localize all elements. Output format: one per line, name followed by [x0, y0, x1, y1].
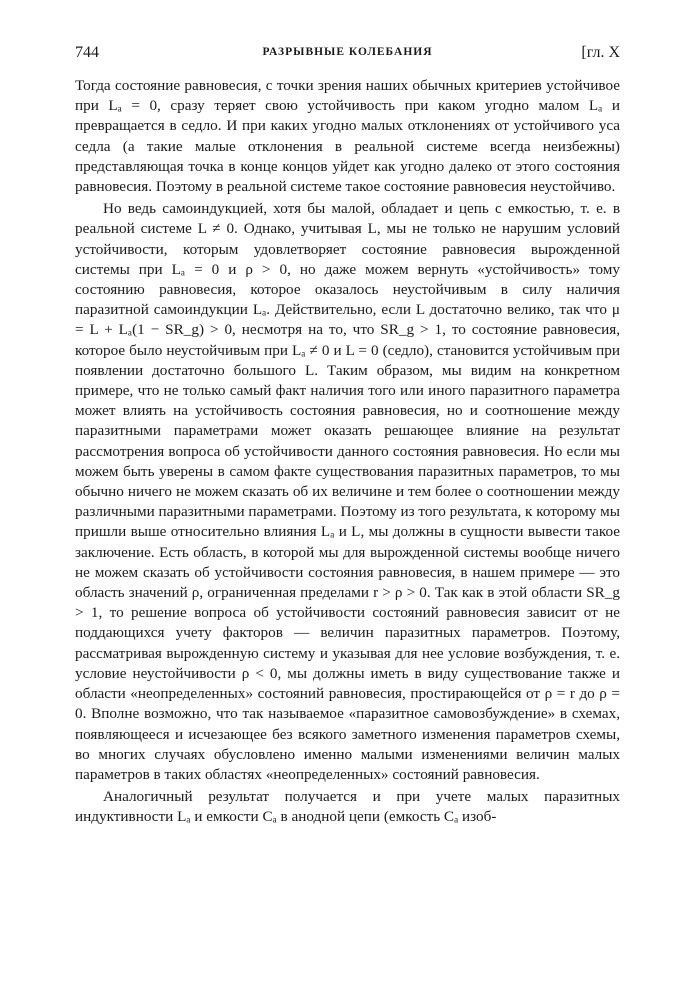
- chapter-reference: [гл. X: [581, 44, 620, 61]
- paragraph-3: Аналогичный результат получается и при учете малых паразитных индуктивности Lₐ и емкости Cₐ в анодной цепи (емкость Cₐ изоб-: [75, 788, 620, 826]
- running-title: РАЗРЫВНЫЕ КОЛЕБАНИЯ: [262, 46, 433, 58]
- paragraph-1: Тогда состояние равновесия, с точки зрения наших обычных критериев устойчивое при Lₐ = 0, сразу теряет свою устойчивость при каком угодно малом Lₐ и превращается в седло. И при каких угодно малых отклонениях от устойчивого уса седла (а такие малые отклонения в реальной системе всегда неизбежны) представляющая точка в конце концов уйдет как угодно далеко от этого состояния равновесия. Поэтому в реальной системе такое состояние равновесия неустойчиво.: [75, 77, 620, 196]
- page-number: 744: [75, 44, 99, 61]
- body-text: [75, 76, 620, 828]
- paragraph-2: Но ведь самоиндукцией, хотя бы малой, обладает и цепь с емкостью, т. е. в реальной системе L ≠ 0. Однако, учитывая L, мы не только не нарушим условий устойчивости, которым удовлетворяет состояние равновесия вырожденной системы при Lₐ = 0 и ρ > 0, но даже можем вернуть «устойчивость» тому состоянию равновесия, которое оказалось неустойчивым в силу наличия паразитной самоиндукции Lₐ. Действительно, если L достаточно велико, так что μ = L + Lₐ(1 − SR_g) > 0, несмотря на то, что SR_g > 1, то состояние равновесия, которое было неустойчивым при Lₐ ≠ 0 и L = 0 (седло), становится устойчивым при появлении достаточно большого L. Таким образом, мы видим на конкретном примере, что не только самый факт наличия того или иного паразитного параметра может влиять на устойчивость состояния равновесия, но и соотношение между паразитными параметрами может оказать решающее влияние на результат рассмотрения вопроса об устойчивости данного состояния равновесия. Но если мы можем быть уверены в самом факте существования паразитных параметров, то мы обычно ничего не можем сказать об их величине и тем более о соотношении между различными паразитными параметрами. Поэтому из того результата, к которому мы пришли выше относительно влияния Lₐ и L, мы должны в сущности вывести такое заключение. Есть область, в которой мы для вырожденной системы вообще ничего не можем сказать об устойчивости состояния равновесия, в нашем примере — это область значений ρ, ограниченная пределами r > ρ > 0. Так как в этой области SR_g > 1, то решение вопроса об устойчивости состояний равновесия зависит от не поддающихся учету факторов — величин паразитных параметров. Поэтому, рассматривая вырожденную систему и указывая для нее условие возбуждения, т. е. условие неустойчивости ρ < 0, мы должны иметь в виду существование также и области «неопределенных» состояний равновесия, простирающейся от ρ = r до ρ = 0. Вполне возможно, что так называемое «паразитное самовозбуждение» в схемах, появляющееся и исчезающее без всякого заметного изменения параметров схемы, во многих случаях обусловлено именно малыми изменениями величин малых параметров в таких областях «неопределенных» состояний равновесия.: [75, 200, 620, 783]
- page-header: [75, 44, 620, 66]
